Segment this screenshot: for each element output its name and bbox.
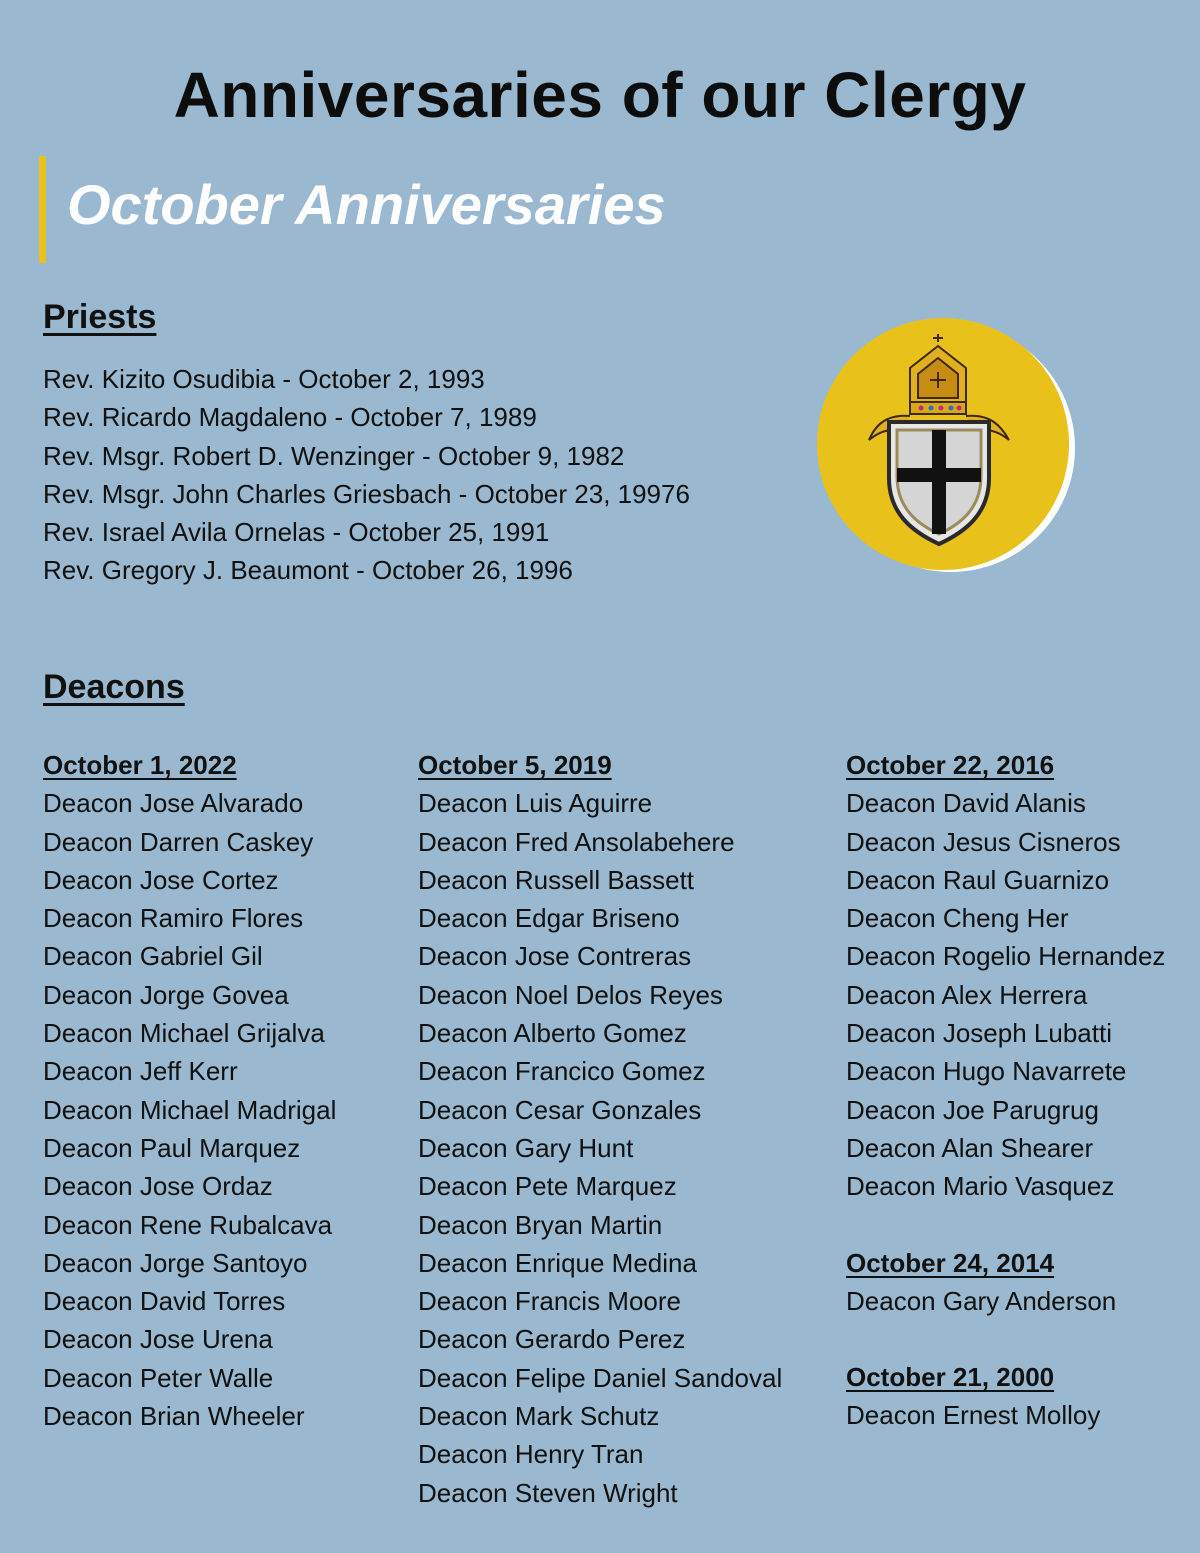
deacon-column [846,746,1165,1435]
deacon-name: Deacon Jose Ordaz [43,1171,273,1202]
deacon-name: Deacon Mario Vasquez [846,1171,1115,1202]
deacon-list [846,1282,1165,1320]
priest-item: Rev. Israel Avila Ornelas - October 25, 1991 [43,517,550,548]
deacon-name: Deacon Jesus Cisneros [846,826,1121,857]
deacon-name: Deacon Jeff Kerr [43,1056,238,1087]
ordination-date: October 24, 2014 [846,1247,1055,1278]
subtitle: October Anniversaries [67,173,666,236]
deacon-name: Deacon Gabriel Gil [43,941,263,972]
deacon-name: Deacon Francico Gomez [418,1056,706,1087]
deacon-name: Deacon Luis Aguirre [418,788,653,819]
deacon-name: Deacon Jorge Santoyo [43,1247,308,1278]
deacon-name: Deacon Alex Herrera [846,979,1088,1010]
deacon-list [418,784,782,1512]
priests-heading: Priests [43,298,157,336]
deacon-group [418,746,782,1512]
deacon-name: Deacon Jose Cortez [43,864,279,895]
deacon-name: Deacon Francis Moore [418,1286,681,1317]
deacon-name: Deacon Pete Marquez [418,1171,677,1202]
deacon-name: Deacon Hugo Navarrete [846,1056,1127,1087]
deacons-heading: Deacons [43,668,185,706]
deacon-name: Deacon Joseph Lubatti [846,1018,1112,1049]
deacon-name: Deacon Cheng Her [846,903,1069,934]
ordination-date: October 22, 2016 [846,750,1055,780]
deacon-name: Deacon Noel Delos Reyes [418,979,723,1010]
deacon-name: Deacon Gary Hunt [418,1132,634,1163]
deacon-name: Deacon Rene Rubalcava [43,1209,333,1240]
deacon-column [418,746,782,1512]
deacon-name: Deacon Jose Alvarado [43,788,304,819]
deacon-name: Deacon Jorge Govea [43,979,289,1010]
deacon-group [846,746,1165,1206]
deacon-name: Deacon Bryan Martin [418,1209,663,1240]
ordination-date: October 5, 2019 [418,750,612,780]
priest-item: Rev. Msgr. Robert D. Wenzinger - October 9, 1982 [43,440,625,471]
deacon-name: Deacon Michael Grijalva [43,1018,325,1049]
deacon-name: Deacon David Torres [43,1286,286,1317]
deacon-name: Deacon Alberto Gomez [418,1018,687,1049]
deacon-name: Deacon Henry Tran [418,1439,644,1470]
deacon-name: Deacon Felipe Daniel Sandoval [418,1362,783,1393]
deacon-name: Deacon Enrique Medina [418,1247,697,1278]
deacon-list [846,1396,1165,1434]
deacon-name: Deacon Edgar Briseno [418,903,680,934]
deacon-group [43,746,336,1435]
deacon-name: Deacon Gerardo Perez [418,1324,686,1355]
deacon-name: Deacon Gary Anderson [846,1285,1117,1316]
deacon-name: Deacon David Alanis [846,788,1086,819]
priest-list [43,360,690,590]
priest-item: Rev. Msgr. John Charles Griesbach - October 23, 19976 [43,478,690,509]
deacon-name: Deacon Ernest Molloy [846,1400,1101,1431]
deacon-name: Deacon Darren Caskey [43,826,314,857]
deacon-name: Deacon Russell Bassett [418,864,695,895]
deacon-name: Deacon Jose Contreras [418,941,692,972]
deacon-name: Deacon Cesar Gonzales [418,1094,702,1125]
deacon-list [43,784,336,1435]
deacon-name: Deacon Michael Madrigal [43,1094,337,1125]
page-title: Anniversaries of our Clergy [173,59,1027,131]
deacon-group [846,1244,1165,1321]
deacon-name: Deacon Joe Parugrug [846,1094,1099,1125]
deacon-name: Deacon Raul Guarnizo [846,864,1110,895]
deacon-column [43,746,336,1435]
diocesan-seal-icon [815,318,1075,578]
deacon-name: Deacon Mark Schutz [418,1401,660,1432]
deacon-name: Deacon Peter Walle [43,1362,274,1393]
ordination-date: October 21, 2000 [846,1362,1055,1393]
subtitle-accent-bar [39,156,46,263]
deacon-name: Deacon Steven Wright [418,1477,678,1508]
deacon-name: Deacon Jose Urena [43,1324,273,1355]
ordination-date: October 1, 2022 [43,750,237,780]
deacon-name: Deacon Alan Shearer [846,1132,1094,1163]
priest-item: Rev. Ricardo Magdaleno - October 7, 1989 [43,402,537,433]
deacon-name: Deacon Paul Marquez [43,1132,301,1163]
deacon-group [846,1358,1165,1435]
priest-item: Rev. Kizito Osudibia - October 2, 1993 [43,364,485,394]
deacon-name: Deacon Rogelio Hernandez [846,941,1166,972]
priest-item: Rev. Gregory J. Beaumont - October 26, 1996 [43,555,573,586]
deacon-list [846,784,1165,1205]
deacon-name: Deacon Fred Ansolabehere [418,826,735,857]
deacon-name: Deacon Brian Wheeler [43,1401,305,1432]
deacon-name: Deacon Ramiro Flores [43,903,304,934]
